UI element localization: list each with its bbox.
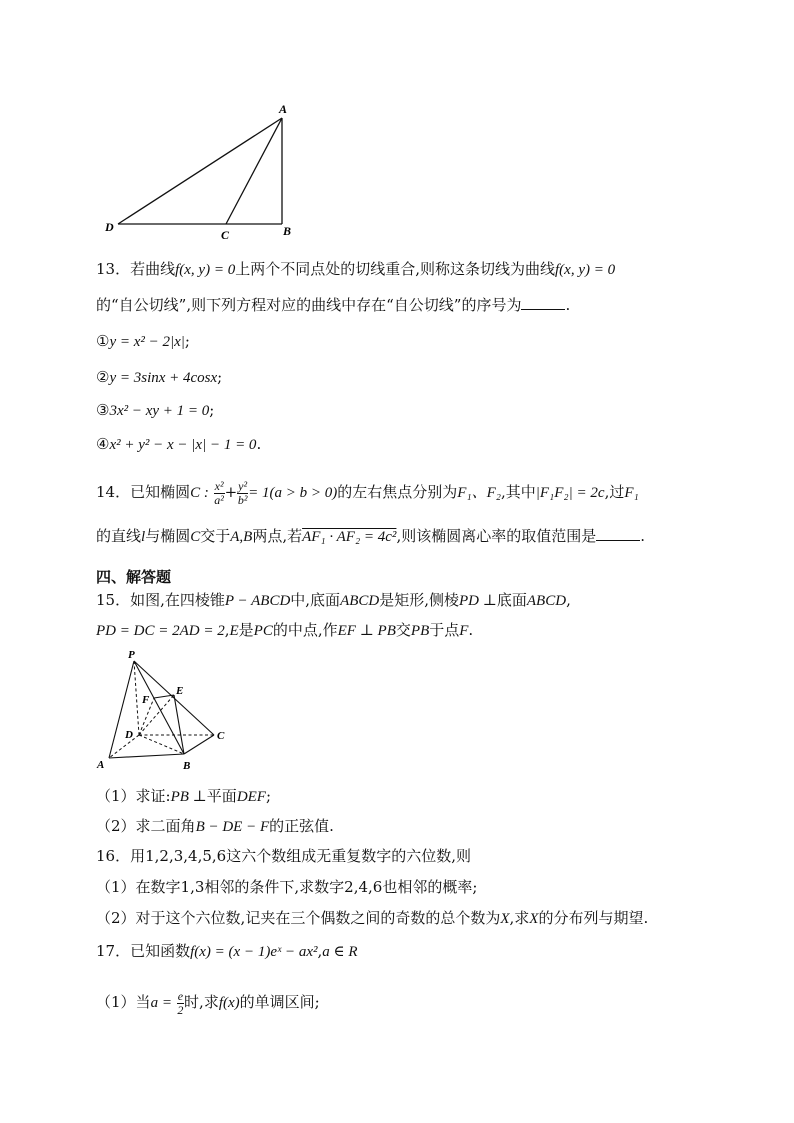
answer-blank[interactable] bbox=[521, 295, 565, 310]
label-D: D bbox=[105, 220, 114, 234]
triangle-figure bbox=[96, 95, 316, 245]
edge-FE bbox=[154, 695, 174, 698]
label-B: B bbox=[283, 224, 292, 238]
label-C: C bbox=[221, 228, 230, 242]
q15-line1: 15．如图,在四棱锥P − ABCD中,底面ABCD是矩形,侧棱PD ⊥底面ABCD, bbox=[96, 591, 571, 609]
fraction-y2-b2: $\frac{\text{y²}}{\text{b²}}$ bbox=[237, 478, 248, 507]
q16-sub1: （1）在数字1,3相邻的条件下,求数字2,4,6也相邻的概率; bbox=[96, 878, 478, 896]
q13-line2: 的“自公切线”,则下列方程对应的曲线中存在“自公切线”的序号为 . bbox=[96, 296, 571, 314]
section-title: 四、解答题 bbox=[96, 568, 172, 586]
label-A: A bbox=[279, 102, 288, 116]
edge-BC bbox=[184, 735, 214, 754]
q15-line2: PD = DC = 2AD = 2,E是PC的中点,作EF ⊥ PB交PB于点F. bbox=[96, 621, 474, 639]
q13-option-4: ④x² + y² − x − |x| − 1 = 0. bbox=[96, 435, 262, 453]
edge-PD bbox=[134, 661, 139, 735]
dot-product: AF₁ · AF₂ = 4c² bbox=[302, 529, 397, 545]
q13-option-1: ①y = x² − 2|x|; bbox=[96, 332, 190, 350]
label-B: B bbox=[183, 760, 191, 772]
q14-line2: 的直线l与椭圆C交于A,B两点,若AF₁ · AF₂ = 4c²,则该椭圆离心率的取值范围是 . bbox=[96, 527, 645, 545]
segment-DA bbox=[118, 118, 282, 224]
q15-sub1: （1）求证:PB ⊥平面DEF; bbox=[96, 787, 272, 805]
label-C: C bbox=[217, 730, 225, 742]
q13-number: 13． bbox=[96, 260, 131, 278]
label-P: P bbox=[128, 649, 135, 661]
label-E: E bbox=[176, 685, 184, 697]
label-A: A bbox=[97, 759, 105, 771]
q14-line1: 14．已知椭圆C : $\frac{\text{x²}}{\text{a²}}$ + $\frac{\text{y²}}{\text{b²}}$ = 1(a > b > 0)的左右焦点分别为F₁、F₂,其中|F₁F₂| = 2c,过F₁ bbox=[96, 478, 639, 507]
q15-sub2: （2）求二面角B − DE − F的正弦值. bbox=[96, 817, 334, 835]
answer-blank[interactable] bbox=[596, 526, 640, 541]
q13-option-2: ②y = 3sinx + 4cosx; bbox=[96, 368, 223, 386]
fraction-x2-a2: $\frac{\text{x²}}{\text{a²}}$ bbox=[214, 478, 224, 507]
edge-PA bbox=[109, 661, 134, 758]
pyramid-figure bbox=[92, 648, 242, 776]
edge-AB bbox=[109, 754, 184, 758]
label-D: D bbox=[125, 729, 133, 741]
label-F: F bbox=[142, 694, 150, 706]
fraction-e-2: $\frac{e}{2}$ bbox=[177, 988, 184, 1017]
q16-sub2: （2）对于这个六位数,记夹在三个偶数之间的奇数的总个数为X,求X的分布列与期望. bbox=[96, 909, 649, 927]
q16-line1: 16．用1,2,3,4,5,6这六个数组成无重复数字的六位数,则 bbox=[96, 847, 471, 865]
q17-sub1: （1）当a = $\frac{e}{2}$ 时,求f(x)的单调区间; bbox=[96, 988, 320, 1017]
edge-DB bbox=[139, 735, 184, 754]
q17-line1: 17．已知函数f(x) = (x − 1)eˣ − ax²,a ∈ R bbox=[96, 942, 358, 960]
q13-line1: 13．若曲线f(x, y) = 0上两个不同点处的切线重合,则称这条切线为曲线f(x, y) = 0 bbox=[96, 260, 616, 278]
q13-option-3: ③3x² − xy + 1 = 0; bbox=[96, 401, 215, 419]
segment-AC bbox=[226, 118, 282, 224]
